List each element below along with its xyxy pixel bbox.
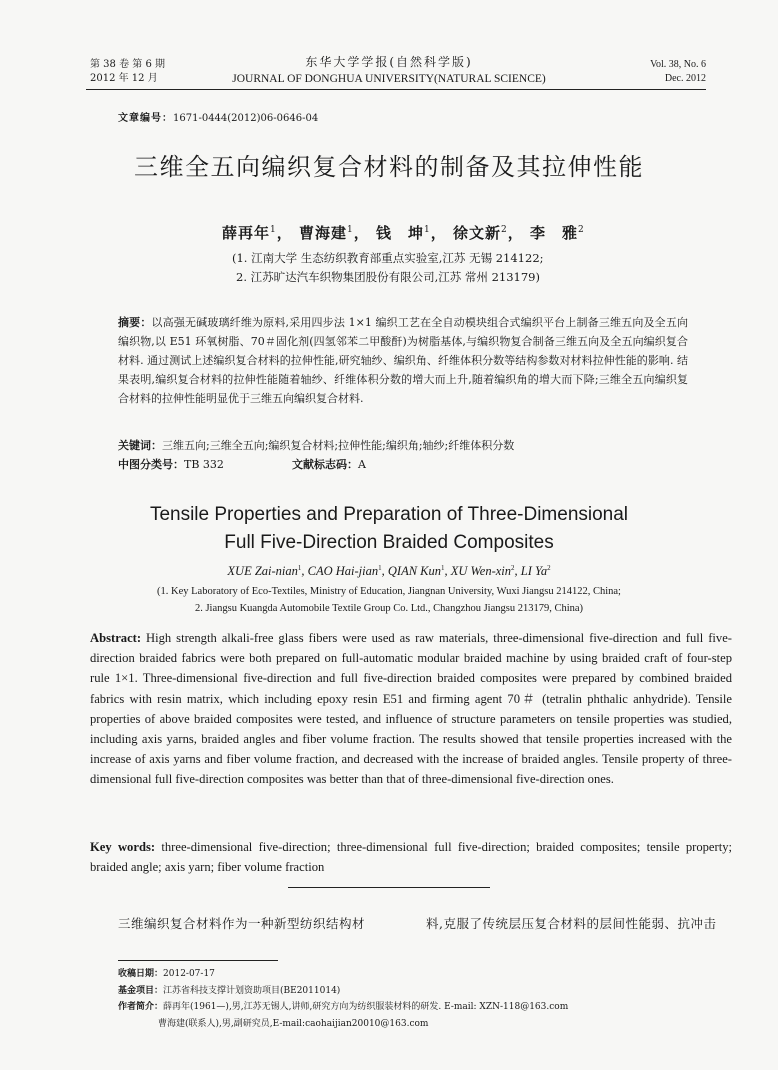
footnote-fund-value: 江苏省科技支撑计划资助项目(BE2011014) bbox=[163, 985, 341, 996]
author-affil-mark: 1 bbox=[441, 564, 445, 572]
author-affil-mark: 1 bbox=[424, 225, 431, 235]
authors-en bbox=[0, 564, 778, 579]
author-cn: 钱 坤 bbox=[376, 224, 425, 242]
author-separator: ， bbox=[507, 224, 524, 242]
volume-cn: 第 38 卷 第 6 期 bbox=[90, 59, 165, 70]
keywords-en-text: three-dimensional five-direction; three-dimensional full five-direction; braided composites; tensile property; braided angle; axis yarn; fiber volume fraction bbox=[90, 840, 732, 875]
affiliation-en-2: 2. Jiangsu Kuangda Automobile Textile Group Co. Ltd., Changzhou Jiangsu 213179, China) bbox=[194, 603, 584, 614]
author-affil-mark: 1 bbox=[270, 225, 277, 235]
journal-name-cn: 东华大学学报(自然科学版) bbox=[305, 55, 473, 69]
abstract-en bbox=[90, 628, 732, 790]
footnote-received bbox=[118, 966, 568, 983]
author-cn: 徐文新 bbox=[453, 224, 502, 242]
classification-cn bbox=[118, 456, 224, 472]
article-number bbox=[118, 109, 318, 124]
keywords-cn-label: 关键词： bbox=[118, 439, 162, 452]
footnotes bbox=[118, 966, 568, 1032]
author-separator: , bbox=[301, 564, 308, 579]
author-affil-mark: 2 bbox=[547, 564, 551, 572]
authors-cn bbox=[222, 222, 585, 243]
footnote-rule bbox=[118, 960, 278, 961]
affiliation-cn-1: (1. 江南大学 生态纺织教育部重点实验室,江苏 无锡 214122; bbox=[232, 251, 544, 265]
title-cn: 三维全五向编织复合材料的制备及其拉伸性能 bbox=[134, 153, 644, 181]
author-cn: 薛再年 bbox=[222, 224, 271, 242]
author-en: QIAN Kun bbox=[387, 564, 441, 579]
author-separator: ， bbox=[430, 224, 447, 242]
footnote-bio-contact: 曹海建(联系人),男,副研究员,E-mail:caohaijian20010@163.com bbox=[158, 1018, 429, 1029]
author-affil-mark: 2 bbox=[578, 225, 585, 235]
footnote-bio bbox=[118, 999, 568, 1016]
footnote-fund-label: 基金项目： bbox=[118, 985, 164, 996]
date-cn: 2012 年 12 月 bbox=[90, 73, 158, 84]
abstract-cn bbox=[118, 313, 688, 408]
affiliation-en-1: (1. Key Laboratory of Eco-Textiles, Ministry of Education, Jiangnan University, Wuxi Jiangsu 214122, China; bbox=[157, 586, 621, 597]
header-issue-en bbox=[650, 58, 706, 86]
keywords-cn bbox=[118, 437, 514, 453]
title-en-line-1: Tensile Properties and Preparation of Three-Dimensional bbox=[149, 504, 629, 525]
section-divider bbox=[288, 887, 490, 888]
author-affil-mark: 1 bbox=[347, 225, 354, 235]
title-en bbox=[0, 501, 778, 557]
classification-label: 中图分类号： bbox=[118, 458, 184, 471]
author-en: XU Wen-xin bbox=[450, 564, 512, 579]
classification-value: TB 332 bbox=[184, 458, 224, 471]
author-en: LI Ya bbox=[520, 564, 548, 579]
author-separator: ， bbox=[276, 224, 293, 242]
doc-code-value: A bbox=[358, 458, 366, 471]
author-affil-mark: 2 bbox=[511, 564, 515, 572]
keywords-cn-text: 三维五向;三维全五向;编织复合材料;拉伸性能;编织角;轴纱;纤维体积分数 bbox=[162, 439, 515, 452]
author-separator: , bbox=[381, 564, 388, 579]
doc-code-label: 文献标志码： bbox=[292, 458, 358, 471]
author-affil-mark: 1 bbox=[378, 564, 382, 572]
author-cn: 李 雅 bbox=[530, 224, 579, 242]
footnote-received-value: 2012-07-17 bbox=[163, 969, 215, 979]
author-separator: , bbox=[444, 564, 451, 579]
footnote-fund bbox=[118, 983, 568, 1000]
keywords-en bbox=[90, 837, 732, 877]
article-number-value: 1671-0444(2012)06-0646-04 bbox=[173, 113, 319, 124]
author-cn: 曹海建 bbox=[299, 224, 348, 242]
body-column-left: 三维编织复合材料作为一种新型纺织结构材 bbox=[118, 916, 366, 931]
affiliation-cn-2: 2. 江苏旷达汽车织物集团股份有限公司,江苏 常州 213179) bbox=[236, 270, 540, 284]
abstract-en-text: High strength alkali-free glass fibers were used as raw materials, three-dimensional five-direction and full five-direction braided fabrics were both prepared on full-automatic modular braided machine by using braided craft of four-step rule 1×1. Three-dimensional five-direction and full five-direction braided composites were prepared by combined braided fabrics with resin matrix, which including epoxy resin E51 and firming agent 70＃ (tetralin phthalic anhydride). Tensile properties of above braided composites were tested, and influence of structure parameters on tensile properties was studied, including axis yarns, braided angles and fiber volume fraction. The results showed that tensile properties increased with the increase of axis yarns and fiber volume fraction, and decreased with the increase of braided angles. Tensile property of three-dimensional full five-direction composites was better than that of three-dimensional five-direction ones. bbox=[90, 631, 732, 787]
author-en: CAO Hai-jian bbox=[307, 564, 379, 579]
title-en-line-2: Full Five-Direction Braided Composites bbox=[224, 532, 554, 553]
footnote-received-label: 收稿日期： bbox=[118, 969, 164, 979]
footnote-bio-label: 作者简介： bbox=[118, 1002, 164, 1012]
footnote-bio-value: 薛再年(1961—),男,江苏无锡人,讲师,研究方向为纺织服装材料的研发. E-mail: XZN-118@163.com bbox=[163, 1002, 569, 1012]
journal-name-en: JOURNAL OF DONGHUA UNIVERSITY(NATURAL SCIENCE) bbox=[232, 73, 546, 85]
header-rule bbox=[86, 89, 706, 90]
doc-code-cn bbox=[292, 456, 366, 472]
keywords-en-label: Key words: bbox=[90, 840, 156, 854]
body-column-right: 料,克服了传统层压复合材料的层间性能弱、抗冲击 bbox=[426, 916, 717, 931]
author-separator: ， bbox=[353, 224, 370, 242]
author-affil-mark: 1 bbox=[297, 564, 302, 572]
abstract-en-label: Abstract: bbox=[90, 631, 142, 645]
abstract-cn-text: 以高强无碱玻璃纤维为原料,采用四步法 1×1 编织工艺在全自动模块组合式编织平台上制备三维五向及全五向编织物,以 E51 环氧树脂、70＃固化剂(四氢邻苯二甲酸酐)为树脂基体,与编织物复合制备三维五向及全五向编织复合材料. 通过测试上述编织复合材料的拉伸性能,研究轴纱、编织角、纤维体积分数等结构参数对材料拉伸性能的影响. 结果表明,编织复合材料的拉伸性能随着轴纱、纤维体积分数的增大而上升,随着编织角的增大而下降;三维全五向编织复合材料的拉伸性能明显优于三维五向编织复合材料. bbox=[118, 316, 688, 405]
date-en: Dec. 2012 bbox=[664, 73, 706, 84]
abstract-cn-label: 摘要： bbox=[118, 316, 152, 329]
author-en: XUE Zai-nian bbox=[227, 564, 298, 579]
article-number-label: 文章编号： bbox=[118, 113, 173, 124]
volume-en: Vol. 38, No. 6 bbox=[650, 59, 706, 70]
author-affil-mark: 2 bbox=[501, 225, 508, 235]
author-separator: , bbox=[514, 564, 521, 579]
